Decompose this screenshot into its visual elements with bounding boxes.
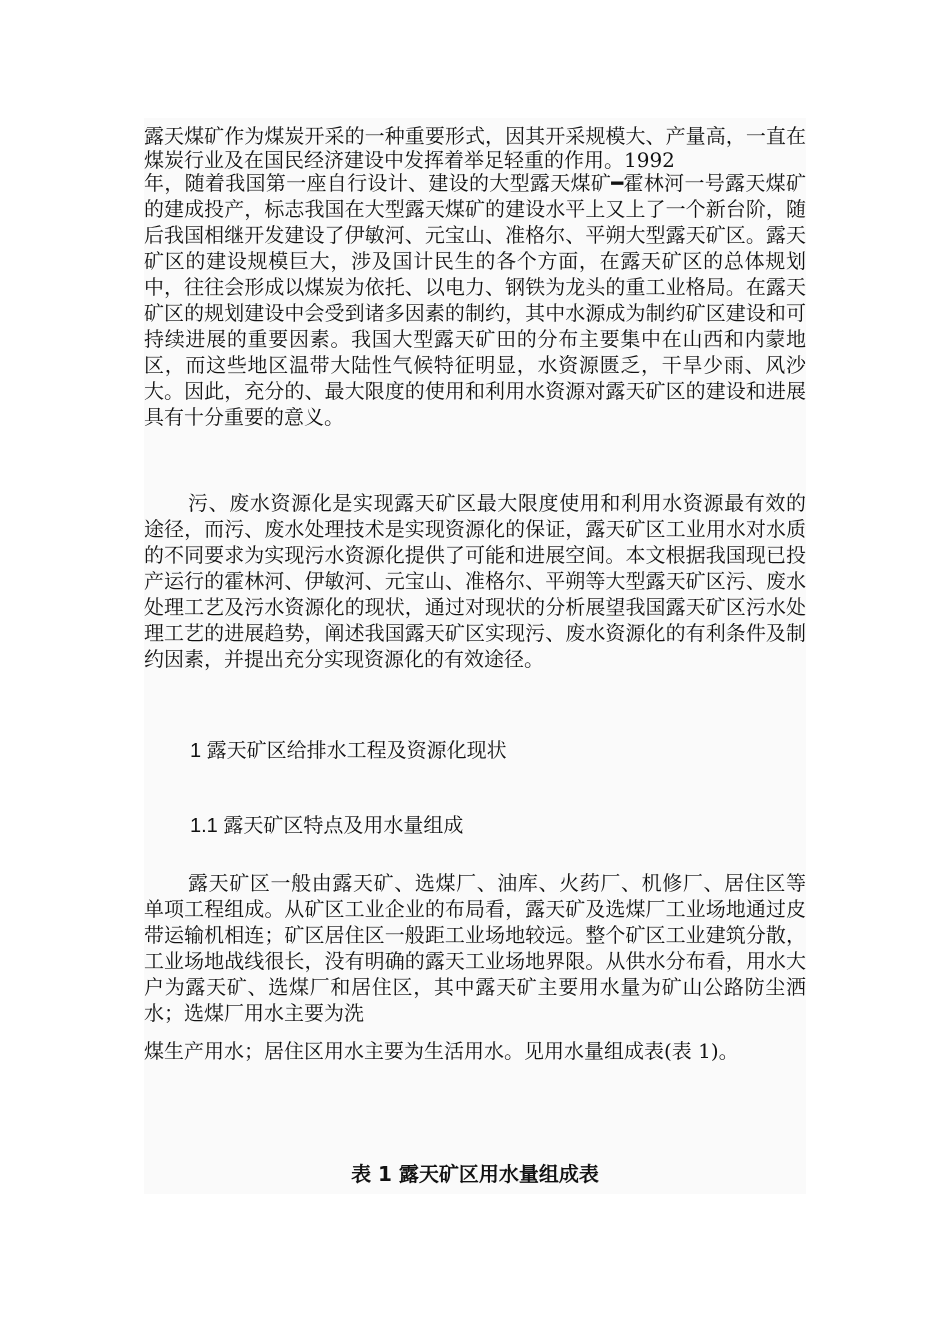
section-heading-1-1: 1.1 露天矿区特点及用水量组成 [190,815,464,837]
document-body [144,118,806,1194]
water-usage-paragraph-body: 露天矿区一般由露天矿、选煤厂、油库、火药厂、机修厂、居住区等单项工程组成。从矿区工业企业的布局看，露天矿及选煤厂工业场地通过皮带运输机相连；矿区居住区一般距工业场地较远。整个矿区工业建筑分散，工业场地战线很长，没有明确的露天工业场地界限。从供水分布看，用水大户为露天矿、选煤厂和居住区，其中露天矿主要用水量为矿山公路防尘洒水；选煤厂用水主要为洗 [144,871,806,1025]
table-title: 表 1 露天矿区用水量组成表 [351,1162,599,1186]
intro-paragraph [144,118,806,430]
intro-paragraph-body: 年，随着我国第一座自行设计、建设的大型露天煤矿━霍林河一号露天煤矿的建成投产，标志我国在大型露天煤矿的建设水平上又上了一个新台阶，随后我国相继开发建设了伊敏河、元宝山、准格尔、平朔大型露天矿区。露天矿区的建设规模巨大，涉及国计民生的各个方面，在露天矿区的总体规划中，往往会形成以煤炭为依托、以电力、钢铁为龙头的重工业格局。在露天矿区的规划建设中会受到诸多因素的制约，其中水源成为制约矿区建设和可持续进展的重要因素。我国大型露天矿田的分布主要集中在山西和内蒙地区，而这些地区温带大陆性气候特征明显，水资源匮乏，干旱少雨、风沙大。因此，充分的、最大限度的使用和利用水资源对露天矿区的建设和进展具有十分重要的意义。 [144,171,806,429]
section-heading-1: 1 露天矿区给排水工程及资源化现状 [190,740,507,762]
water-usage-paragraph-last-line: 煤生产用水；居住区用水主要为生活用水。见用水量组成表(表 1)。 [144,1039,739,1063]
water-usage-paragraph [144,870,806,1064]
resource-paragraph: 污、废水资源化是实现露天矿区最大限度使用和利用水资源最有效的途径，而污、废水处理技术是实现资源化的保证，露天矿区工业用水对水质的不同要求为实现污水资源化提供了可能和进展空间。本文根据我国现已投产运行的霍林河、伊敏河、元宝山、准格尔、平朔等大型露天矿区污、废水处理工艺及污水资源化的现状，通过对现状的分析展望我国露天矿区污水处理工艺的进展趋势，阐述我国露天矿区实现污、废水资源化的有利条件及制约因素，并提出充分实现资源化的有效途径。 [144,491,806,671]
intro-paragraph-lead: 露天煤矿作为煤炭开采的一种重要形式，因其开采规模大、产量高，一直在煤炭行业及在国民经济建设中发挥着举足轻重的作用。1992 [144,124,806,172]
